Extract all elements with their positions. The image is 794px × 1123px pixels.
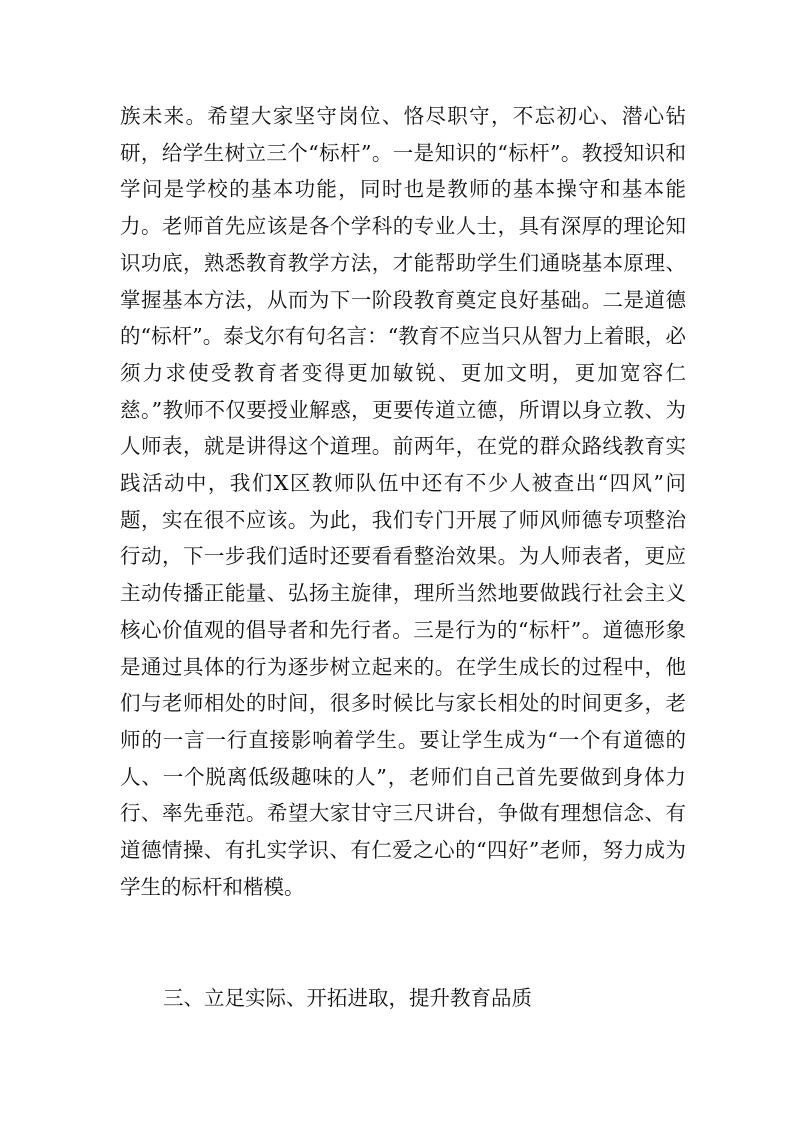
paragraph: 族未来。希望大家坚守岗位、恪尽职守，不忘初心、潜心钻研，给学生树立三个“标杆”。一是知识的“标杆”。教授知识和学问是学校的基本功能，同时也是教师的基本操守和基本能力。老师首先应该是各个学科的专业人士，具有深厚的理论知识功底，熟悉教育教学方法，才能帮助学生们通晓基本原理、掌握基本方法，从而为下一阶段教育奠定良好基础。二是道德的“标杆”。泰戈尔有句名言：“教育不应当只从智力上着眼，必须力求使受教育者变得更加敏锐、更加文明，更加宽容仁慈。”教师不仅要授业解惑，更要传道立德，所谓以身立教、为人师表，就是讲得这个道理。前两年，在党的群众路线教育实践活动中，我们X区教师队伍中还有不少人被查出“四风”问题，实在很不应该。为此，我们专门开展了师风师德专项整治行动，下一步我们适时还要看看整治效果。为人师表者，更应主动传播正能量、弘扬主旋律，理所当然地要做践行社会主义核心价值观的倡导者和先行者。三是行为的“标杆”。道德形象是通过具体的行为逐步树立起来的。在学生成长的过程中，他们与老师相处的时间，很多时候比与家长相处的时间更多，老师的一言一行直接影响着学生。要让学生成为“一个有道德的人、一个脱离低级趣味的人”，老师们自己首先要做到身体力行、率先垂范。希望大家甘守三尺讲台，争做有理想信念、有道德情操、有扎实学识、有仁爱之心的“四好”老师，努力成为学生的标杆和楷模。 — [120, 104, 686, 899]
body-text — [120, 98, 686, 905]
section-heading: 三、立足实际、开拓进取，提升教育品质 — [163, 986, 532, 1010]
